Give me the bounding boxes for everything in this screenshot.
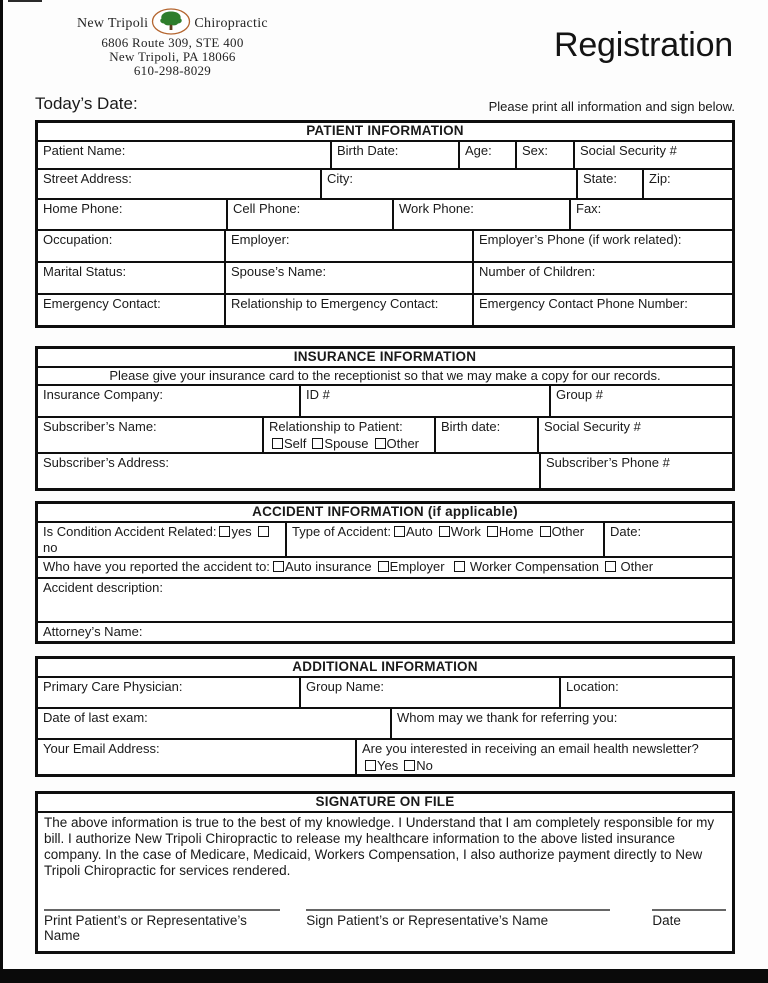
field-employer: Employer:: [226, 231, 474, 261]
clinic-address-line1: 6806 Route 309, STE 400: [101, 35, 244, 50]
checkbox-other-label: Other: [386, 436, 420, 451]
todays-date-label: Today’s Date:: [35, 94, 138, 113]
checkbox-spouse: [312, 438, 323, 449]
field-email-address: Your Email Address:: [38, 740, 357, 774]
table-row: [38, 558, 732, 579]
accident-type-label: Type of Accident:: [292, 524, 392, 539]
table-row: [38, 142, 732, 170]
signature-statement: The above information is true to the best of my knowledge. I Understand that I am completely responsible for my bill. I authorize New Tripoli Chiropractic to release my healthcare information to the above listed insurance company. In the case of Medicare, Medicaid, Workers Compensation, I also authorize payment directly to New Tripoli Chiropractic for services rendered.: [44, 815, 715, 878]
signature-body: [38, 813, 732, 951]
field-work-phone: Work Phone:: [394, 200, 571, 229]
field-subscriber-ssn: Social Security #: [544, 419, 641, 434]
table-row: [38, 740, 732, 774]
accident-reported-label: Who have you reported the accident to:: [43, 559, 270, 574]
field-marital-status: Marital Status:: [38, 263, 226, 293]
checkbox-spouse-label: Spouse: [324, 436, 369, 451]
field-sex: Sex:: [517, 142, 575, 168]
field-date-of-last-exam: Date of last exam:: [38, 709, 392, 738]
field-street-address: Street Address:: [38, 170, 322, 198]
accident-information-table: [35, 501, 735, 644]
field-age: Age:: [460, 142, 517, 168]
form-header: [35, 12, 735, 78]
checkbox-work: [439, 526, 450, 537]
field-accident-description: Accident description:: [43, 580, 163, 595]
date-line: Date: [652, 909, 726, 928]
section-header-signature: SIGNATURE ON FILE: [38, 794, 732, 813]
field-referring: Whom may we thank for referring you:: [397, 710, 618, 725]
table-row: [38, 231, 732, 263]
field-accident-reported: [38, 558, 732, 577]
checkbox-reported-other: [605, 561, 616, 572]
scan-artifact: [8, 0, 42, 2]
checkbox-employer: [378, 561, 389, 572]
checkbox-worker-compensation-label: Worker Compensation: [469, 559, 599, 574]
field-birth-date: Birth Date:: [332, 142, 460, 168]
clinic-name-left: New Tripoli: [77, 15, 149, 31]
field-attorney-name: Attorney’s Name:: [43, 624, 143, 639]
additional-information-table: [35, 656, 735, 777]
field-insurance-group: Group #: [556, 387, 603, 402]
table-row: [38, 386, 732, 418]
checkbox-newsletter-yes-label: Yes: [377, 758, 399, 773]
table-row: [38, 678, 732, 709]
checkbox-no: [258, 526, 269, 537]
sign-name-line: Sign Patient’s or Representative’s Name: [306, 909, 610, 928]
print-name-line: Print Patient’s or Representative’s Name: [44, 909, 280, 943]
tree-logo-icon: [151, 8, 191, 35]
checkbox-home: [487, 526, 498, 537]
field-subscriber-birth-date: Birth date:: [436, 418, 539, 452]
field-accident-date: Date:: [610, 524, 642, 539]
checkbox-auto-insurance-label: Auto insurance: [284, 559, 372, 574]
table-row: [38, 263, 732, 295]
checkbox-auto: [394, 526, 405, 537]
checkbox-type-other-label: Other: [551, 524, 585, 539]
field-accident-related: [38, 523, 287, 556]
field-insurance-id: ID #: [301, 386, 551, 416]
field-emergency-phone: Emergency Contact Phone Number:: [479, 296, 688, 311]
field-emergency-contact: Emergency Contact:: [38, 295, 226, 325]
section-header-patient: PATIENT INFORMATION: [38, 123, 732, 142]
field-zip: Zip:: [649, 171, 671, 186]
insurance-information-table: [35, 346, 735, 491]
field-employer-phone: Employer’s Phone (if work related):: [479, 232, 682, 247]
checkbox-auto-label: Auto: [406, 524, 433, 539]
print-instruction: Please print all information and sign below.: [488, 99, 735, 114]
checkbox-type-other: [540, 526, 551, 537]
checkbox-self: [272, 438, 283, 449]
field-newsletter: [357, 740, 732, 774]
checkbox-yes-label: yes: [231, 524, 252, 539]
field-state: State:: [578, 170, 644, 198]
checkbox-worker-compensation: [454, 561, 465, 572]
accident-related-label: Is Condition Accident Related:: [43, 524, 217, 539]
field-spouse-name: Spouse’s Name:: [226, 263, 474, 293]
field-cell-phone: Cell Phone:: [228, 200, 394, 229]
newsletter-label: Are you interested in receiving an email health newsletter?: [362, 741, 699, 756]
checkbox-no-label: no: [43, 540, 58, 555]
field-insurance-company: Insurance Company:: [38, 386, 301, 416]
checkbox-employer-label: Employer: [389, 559, 445, 574]
field-location: Location:: [566, 679, 619, 694]
section-header-additional: ADDITIONAL INFORMATION: [38, 659, 732, 678]
scan-edge-bottom: [0, 969, 768, 983]
table-row: [38, 709, 732, 740]
field-occupation: Occupation:: [38, 231, 226, 261]
field-home-phone: Home Phone:: [38, 200, 228, 229]
field-relationship-to-patient: [264, 418, 436, 452]
clinic-address-line2: New Tripoli, PA 18066: [109, 49, 236, 64]
clinic-address-block: [77, 12, 268, 78]
field-subscriber-phone: Subscriber’s Phone #: [546, 455, 670, 470]
section-header-insurance: INSURANCE INFORMATION: [38, 349, 732, 368]
table-row: [38, 418, 732, 454]
clinic-name-right: Chiropractic: [194, 15, 268, 31]
table-row: [38, 295, 732, 325]
clinic-phone: 610-298-8029: [133, 63, 212, 78]
checkbox-other: [375, 438, 386, 449]
field-social-security: Social Security #: [580, 143, 677, 158]
signature-on-file-table: [35, 791, 735, 954]
field-patient-name: Patient Name:: [38, 142, 332, 168]
checkbox-newsletter-no: [404, 760, 415, 771]
checkbox-reported-other-label: Other: [620, 559, 654, 574]
checkbox-yes: [219, 526, 230, 537]
patient-information-table: [35, 120, 735, 328]
field-city: City:: [322, 170, 578, 198]
relationship-label: Relationship to Patient:: [269, 419, 403, 434]
checkbox-newsletter-yes: [365, 760, 376, 771]
checkbox-home-label: Home: [498, 524, 534, 539]
section-header-accident: ACCIDENT INFORMATION (if applicable): [38, 504, 732, 523]
field-subscriber-name: Subscriber’s Name:: [38, 418, 264, 452]
checkbox-newsletter-no-label: No: [416, 758, 433, 773]
table-row: [38, 579, 732, 623]
todays-date-row: [35, 94, 735, 114]
table-row: [38, 523, 732, 558]
field-accident-type: [287, 523, 605, 556]
table-row: [38, 623, 732, 641]
field-subscriber-address: Subscriber’s Address:: [38, 454, 541, 488]
scan-edge-left: [0, 0, 3, 983]
page-title: Registration: [553, 26, 733, 64]
table-row: [38, 200, 732, 231]
checkbox-auto-insurance: [273, 561, 284, 572]
signature-lines: [44, 909, 726, 943]
checkbox-work-label: Work: [450, 524, 481, 539]
field-primary-care-physician: Primary Care Physician:: [38, 678, 301, 707]
field-number-of-children: Number of Children:: [479, 264, 596, 279]
table-row: [38, 170, 732, 200]
field-emergency-relationship: Relationship to Emergency Contact:: [226, 295, 474, 325]
checkbox-self-label: Self: [284, 436, 307, 451]
table-row: [38, 454, 732, 488]
field-group-name: Group Name:: [301, 678, 561, 707]
field-fax: Fax:: [576, 201, 602, 216]
insurance-note: Please give your insurance card to the receptionist so that we may make a copy for our records.: [38, 368, 732, 386]
